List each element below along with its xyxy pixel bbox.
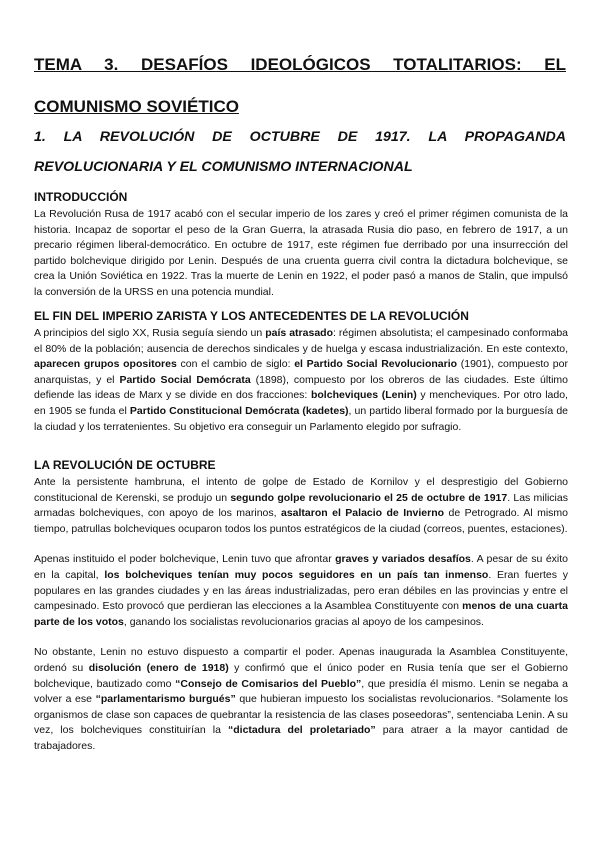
fin-imperio-section [34,309,568,435]
intro-paragraph: La Revolución Rusa de 1917 acabó con el secular imperio de los zares y creó el primer régimen comunista de la historia. Incapaz de soportar el peso de la Gran Guerra, la atrasada Rusia dio paso, en febrero de 1917, a un precario régimen liberal-democrático. En octubre de 1917, este régimen fue derribado por una insurrección del partido bolchevique dirigido por Lenin. Después de una cruenta guerra civil contra la dictadura bolchevique, se crea la Unión Soviética en 1922. Tras la muerte de Lenin en 1922, el poder pasó a manos de Stalin, que impulsó la conversión de la URSS en una potencia mundial. [34,208,568,298]
intro-section [34,190,568,301]
fin-imperio-paragraph: A principios del siglo XX, Rusia seguía siendo un país atrasado: régimen absolutista; el campesinado conformaba el 80% de la población; ausencia de derechos sindicales y de huelga y escasa industrialización. En este contexto, aparecen grupos opositores con el cambio de siglo: el Partido Social Revolucionario (1901), compuesto por anarquistas, y el Partido Social Demócrata (1898), compuesto por los obreros de las ciudades. Este último defiende las ideas de Marx y se divide en dos fracciones: bolcheviques (Lenin) y mencheviques. Por otro lado, en 1905 se funda el Partido Constitucional Demócrata (kadetes), un partido liberal formado por la burguesía de la ciudad y los terratenientes. Su objetivo era conseguir un Parlamento elegido por sufragio. [34,327,568,433]
document-title: TEMA 3. DESAFÍOS IDEOLÓGICOS TOTALITARIOS: EL COMUNISMO SOVIÉTICO [34,55,566,116]
intro-heading: INTRODUCCIÓN [34,190,128,204]
section-subtitle: 1. LA REVOLUCIÓN DE OCTUBRE DE 1917. LA PROPAGANDA REVOLUCIONARIA Y EL COMUNISMO INTERNACIONAL [34,129,566,175]
octubre-paragraph-3: No obstante, Lenin no estuvo dispuesto a compartir el poder. Apenas inaugurada la Asamblea Constituyente, ordenó su disolución (enero de 1918) y confirmó que el único poder en Rusia tenía que ser el Gobierno bolchevique, bautizado como “Consejo de Comisarios del Pueblo”, que presidía él mismo. Lenin se negaba a volver a ese “parlamentarismo burgués” que hubieran impuesto los socialistas revolucionarios. “Solamente los organismos de clase son capaces de quebrantar la resistencia de las clases poseedoras”, sentenciaba Lenin. A su vez, los bolcheviques constituirían la “dictadura del proletariado” para atraer a la mayor cantidad de trabajadores. [34,646,569,752]
fin-imperio-heading: EL FIN DEL IMPERIO ZARISTA Y LOS ANTECEDENTES DE LA REVOLUCIÓN [34,309,469,323]
octubre-paragraph-2: Apenas instituido el poder bolchevique, Lenin tuvo que afrontar graves y variados desafíos. A pesar de su éxito en la capital, los bolcheviques tenían muy pocos seguidores en un país tan inmenso. Eran fuertes y populares en las grandes ciudades y en las áreas industrializadas, pero eran débiles en las provincias y entre el campesinado. Esto provocó que perdieran las elecciones a la Asamblea Constituyente con menos de una cuarta parte de los votos, ganando los socialistas revolucionarios gracias al apoyo de los campesinos. [34,553,569,628]
revolucion-octubre-heading: LA REVOLUCIÓN DE OCTUBRE [34,458,216,472]
revolucion-octubre-section [34,458,568,755]
octubre-paragraph-1: Ante la persistente hambruna, el intento de golpe de Estado de Kornilov y el desprestigio del Gobierno constitucional de Kerenski, se produjo un segundo golpe revolucionario el 25 de octubre de 1917. Las milicias armadas bolcheviques, con apoyo de los marinos, asaltaron el Palacio de Invierno de Petrogrado. Al mismo tiempo, patrullas bolcheviques ocuparon todos los puntos estratégicos de la ciudad (correos, puentes, estaciones). [34,476,568,535]
